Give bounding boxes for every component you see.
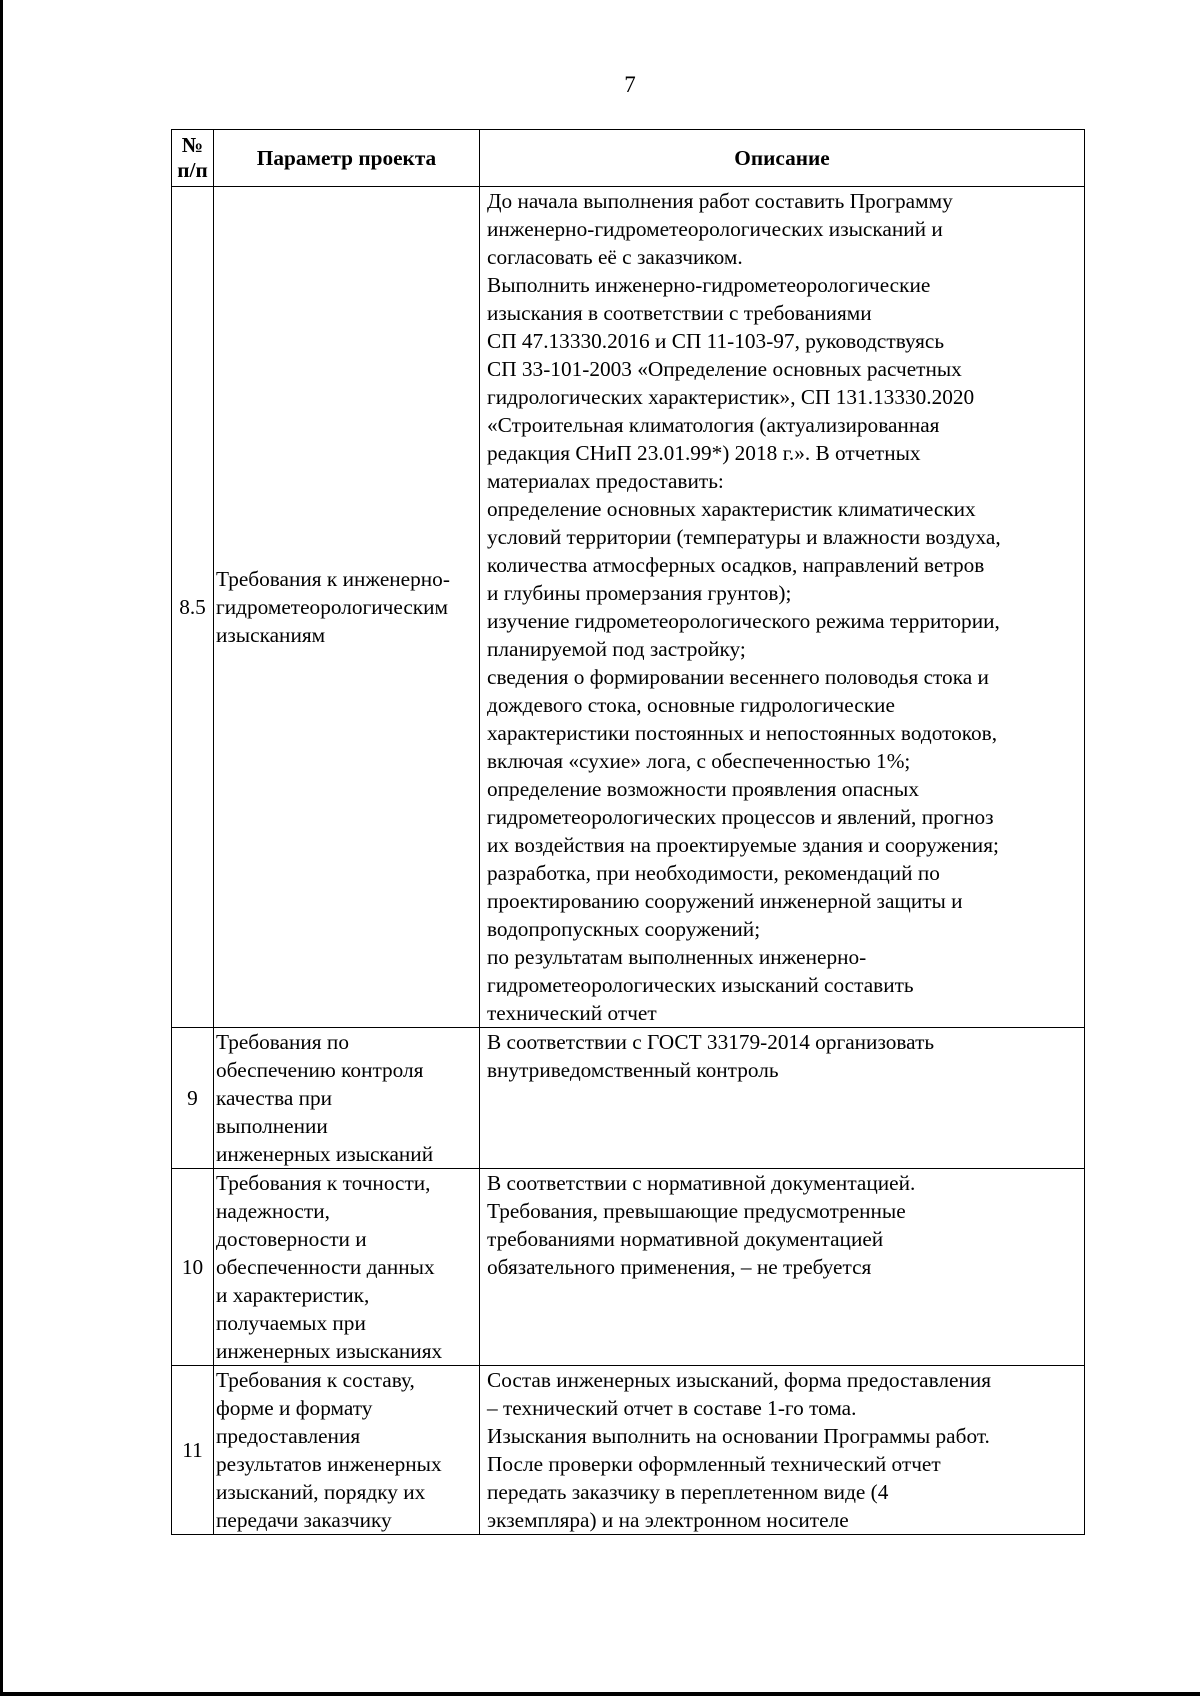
table-row <box>172 1366 1085 1535</box>
description-line: До начала выполнения работ составить Программу <box>487 189 953 213</box>
parameter-line: получаемых при <box>216 1311 366 1335</box>
parameter-line: и характеристик, <box>216 1283 370 1307</box>
parameter-line: инженерных изысканий <box>216 1142 434 1166</box>
description-line: требованиями нормативной документацией <box>487 1227 884 1251</box>
table-row <box>172 1169 1085 1366</box>
parameter-line: Требования к составу, <box>216 1368 415 1392</box>
description-line: Состав инженерных изысканий, форма предоставления <box>487 1368 992 1392</box>
parameter-line: надежности, <box>216 1199 330 1223</box>
parameter-line: Требования к инженерно- <box>216 567 450 591</box>
description-line: В соответствии с нормативной документацией. <box>487 1171 916 1195</box>
description-line: передать заказчику в переплетенном виде (4 <box>487 1480 889 1504</box>
description-line: количества атмосферных осадков, направлений ветров <box>487 553 985 577</box>
parameter-line: достоверности и <box>216 1227 367 1251</box>
description-line: водопропускных сооружений; <box>487 917 761 941</box>
parameter-line: форме и формату <box>216 1396 373 1420</box>
description-line: редакция СНиП 23.01.99*) 2018 г.». В отчетных <box>487 441 921 465</box>
table-row <box>172 1028 1085 1169</box>
row-number: 8.5 <box>172 187 214 1028</box>
description-line: гидрометеорологических процессов и явлений, прогноз <box>487 805 994 829</box>
row-number: 9 <box>172 1028 214 1169</box>
description-line: дождевого стока, основные гидрологические <box>487 693 895 717</box>
description-line: Требования, превышающие предусмотренные <box>487 1199 906 1223</box>
header-num: № п/п <box>172 130 214 187</box>
description-line: гидрологических характеристик», СП 131.13330.2020 <box>487 385 975 409</box>
parameter-line: изысканиям <box>216 623 326 647</box>
table-header-row <box>172 130 1085 187</box>
parameter-line: Требования к точности, <box>216 1171 431 1195</box>
description-line: обязательного применения, – не требуется <box>487 1255 872 1279</box>
description-line: определение возможности проявления опасных <box>487 777 919 801</box>
description-line: технический отчет <box>487 1001 657 1025</box>
description-line: изучение гидрометеорологического режима территории, <box>487 609 1000 633</box>
parameter-line: изысканий, порядку их <box>216 1480 426 1504</box>
scan-edge-left <box>0 0 3 1696</box>
description-line: проектированию сооружений инженерной защиты и <box>487 889 963 913</box>
header-param: Параметр проекта <box>214 130 480 187</box>
scan-edge-bottom <box>0 1692 1200 1696</box>
description-line: СП 47.13330.2016 и СП 11-103-97, руководствуясь <box>487 329 945 353</box>
description-line: условий территории (температуры и влажности воздуха, <box>487 525 1001 549</box>
row-description <box>480 1366 1085 1535</box>
description-line: внутриведомственный контроль <box>487 1058 779 1082</box>
description-line: их воздействия на проектируемые здания и сооружения; <box>487 833 999 857</box>
parameter-line: обеспеченности данных <box>216 1255 435 1279</box>
row-parameter <box>214 1028 480 1169</box>
row-description <box>480 187 1085 1028</box>
row-number: 11 <box>172 1366 214 1535</box>
table-row <box>172 187 1085 1028</box>
page-number: 7 <box>624 72 636 97</box>
header-desc: Описание <box>480 130 1085 187</box>
parameter-line: передачи заказчику <box>216 1508 392 1532</box>
description-line: сведения о формировании весеннего половодья стока и <box>487 665 989 689</box>
description-line: инженерно-гидрометеорологических изысканий и <box>487 217 943 241</box>
description-line: определение основных характеристик климатических <box>487 497 976 521</box>
description-line: характеристики постоянных и непостоянных водотоков, <box>487 721 998 745</box>
parameter-line: инженерных изысканиях <box>216 1339 443 1363</box>
description-line: и глубины промерзания грунтов); <box>487 581 792 605</box>
row-parameter <box>214 187 480 1028</box>
row-number: 10 <box>172 1169 214 1366</box>
description-line: В соответствии с ГОСТ 33179-2014 организовать <box>487 1030 935 1054</box>
parameter-line: выполнении <box>216 1114 328 1138</box>
row-description <box>480 1028 1085 1169</box>
description-line: Выполнить инженерно-гидрометеорологические <box>487 273 931 297</box>
row-parameter <box>214 1169 480 1366</box>
description-line: экземпляра) и на электронном носителе <box>487 1508 849 1532</box>
parameter-line: предоставления <box>216 1424 361 1448</box>
parameter-line: качества при <box>216 1086 333 1110</box>
parameter-line: обеспечению контроля <box>216 1058 424 1082</box>
requirements-table <box>171 129 1085 1535</box>
parameter-line: Требования по <box>216 1030 349 1054</box>
description-line: разработка, при необходимости, рекомендаций по <box>487 861 940 885</box>
description-line: После проверки оформленный технический отчет <box>487 1452 941 1476</box>
description-line: Изыскания выполнить на основании Программы работ. <box>487 1424 990 1448</box>
parameter-line: гидрометеорологическим <box>216 595 448 619</box>
description-line: изыскания в соответствии с требованиями <box>487 301 872 325</box>
description-line: – технический отчет в составе 1-го тома. <box>487 1396 857 1420</box>
description-line: включая «сухие» лога, с обеспеченностью 1%; <box>487 749 911 773</box>
description-line: согласовать её с заказчиком. <box>487 245 743 269</box>
description-line: «Строительная климатология (актуализированная <box>487 413 940 437</box>
description-line: материалах предоставить: <box>487 469 724 493</box>
parameter-line: результатов инженерных <box>216 1452 442 1476</box>
row-parameter <box>214 1366 480 1535</box>
description-line: по результатам выполненных инженерно- <box>487 945 867 969</box>
description-line: планируемой под застройку; <box>487 637 746 661</box>
description-line: СП 33-101-2003 «Определение основных расчетных <box>487 357 962 381</box>
row-description <box>480 1169 1085 1366</box>
description-line: гидрометеорологических изысканий составить <box>487 973 914 997</box>
